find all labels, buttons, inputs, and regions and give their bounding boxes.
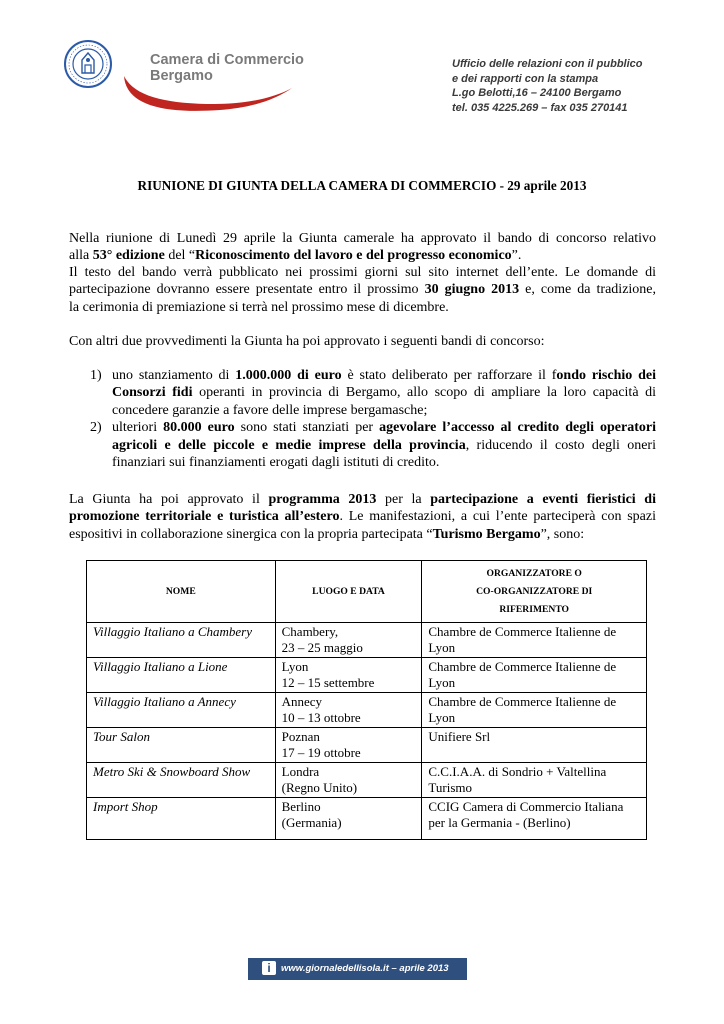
table-row: [87, 658, 647, 693]
event-date: (Regno Unito): [281, 780, 358, 795]
header-organizzatore: [422, 561, 647, 623]
header-line: RIFERIMENTO: [499, 603, 570, 615]
text-run: alla: [69, 248, 93, 264]
footer-banner[interactable]: [248, 958, 467, 980]
event-place-date: [275, 763, 422, 798]
text-bold: programma 2013: [268, 492, 377, 507]
organizer-line: Lyon: [428, 710, 456, 725]
text-bold: Turismo Bergamo: [432, 526, 541, 542]
event-organizer: [422, 658, 647, 693]
paragraph-deadline: [69, 264, 656, 316]
text-line: Il testo del bando verrà pubblicato nei prossimi giorni sul sito internet dell’ente. Le domande di: [69, 265, 656, 280]
event-name: Metro Ski & Snowboard Show: [87, 763, 276, 798]
list-number: 2): [90, 420, 102, 436]
organizer-line: CCIG Camera di Commercio Italiana: [428, 799, 624, 814]
text-bold: partecipazione a eventi fieristici di promozione territoriale e turistica all’estero: [69, 492, 656, 525]
text-run: ”, sono:: [540, 526, 585, 542]
text-run: del “: [164, 248, 196, 264]
event-place-date: [275, 623, 422, 658]
paragraph-programma: [69, 491, 656, 543]
text-run: e, come da tradizione,: [519, 282, 657, 298]
organizer-line: Lyon: [428, 675, 456, 690]
header-line: ORGANIZZATORE O: [486, 567, 582, 579]
event-place: Berlino: [281, 799, 321, 814]
logo-line1: Camera di Commercio: [150, 52, 304, 68]
event-organizer: [422, 623, 647, 658]
event-place: Poznan: [281, 729, 320, 744]
text-run: ulteriori: [112, 420, 164, 436]
text-run: è stato deliberato per rafforzare il f: [341, 368, 557, 383]
table-row: [87, 623, 647, 658]
event-date: 23 – 25 maggio: [281, 640, 363, 655]
event-place: Chambery,: [281, 624, 339, 639]
text-run: sono stati stanziati per: [234, 420, 380, 436]
text-run: , riducendo il costo degli oneri finanziari sui finanziamenti erogati dagli istituti di credito.: [112, 437, 656, 471]
list-number: 1): [90, 368, 102, 383]
organizer-line: Lyon: [428, 640, 456, 655]
office-address: L.go Belotti,16 – 24100 Bergamo: [452, 87, 622, 99]
text-run: . Le manifestazioni, a cui l’ente parteciperà con spazi espositivi in collaborazione sinergica con la propria partecipata “: [69, 509, 656, 542]
text-run: uno stanziamento di: [112, 368, 236, 383]
text-line: [69, 247, 656, 264]
event-place-date: [275, 658, 422, 693]
event-name: Import Shop: [87, 798, 276, 840]
event-name: Tour Salon: [87, 728, 276, 763]
event-place: Annecy: [281, 694, 323, 709]
event-date: 10 – 13 ottobre: [281, 710, 361, 725]
text-bold: 30 giugno 2013: [424, 282, 520, 298]
text-bold: 80.000 euro: [163, 420, 235, 436]
event-organizer: [422, 798, 647, 840]
paragraph-intro-list: [69, 333, 656, 350]
event-place: Londra: [281, 764, 320, 779]
text-run: La Giunta ha poi approvato il: [69, 492, 269, 507]
table-row: [87, 728, 647, 763]
chamber-logo: [62, 38, 302, 118]
office-line: Ufficio delle relazioni con il pubblico: [452, 58, 643, 70]
office-line: e dei rapporti con la stampa: [452, 72, 599, 85]
text-run: per la: [376, 492, 431, 507]
organizer-line: [428, 745, 640, 761]
organizer-line: Chambre de Commerce Italienne de: [428, 624, 617, 639]
funding-list: [69, 367, 656, 471]
table-header-row: [87, 561, 647, 623]
footer-link[interactable]: www.giornaledellisola.it – aprile 2013: [281, 963, 449, 974]
event-place-date: [275, 798, 422, 840]
text-bold: ondo rischio dei Consorzi fidi: [112, 368, 656, 401]
organizer-line: Unifiere Srl: [428, 729, 491, 744]
event-name: Villaggio Italiano a Lione: [87, 658, 276, 693]
event-date: (Germania): [281, 815, 342, 830]
organizer-line: Turismo: [428, 780, 472, 795]
paragraph-bando: [69, 230, 656, 265]
text-run: ”.: [511, 248, 522, 264]
text-line: [69, 281, 656, 298]
list-item: [69, 419, 656, 471]
office-phone: tel. 035 4225.269 – fax 035 270141: [452, 101, 628, 114]
text-bold: 53° edizione: [92, 248, 165, 264]
event-place-date: [275, 693, 422, 728]
text-run: partecipazione dovranno essere presentate entro il prossimo: [69, 282, 425, 298]
text-bold: Riconoscimento del lavoro e del progresso economico: [195, 248, 512, 264]
logo-swoosh-icon: [120, 70, 295, 118]
organizer-line: C.C.I.A.A. di Sondrio + Valtellina: [428, 764, 607, 779]
chamber-seal-icon: [62, 38, 114, 90]
header-line: CO-ORGANIZZATORE DI: [476, 585, 593, 597]
text-run: operanti in provincia di Bergamo, allo scopo di ampliare la loro capacità di concedere garanzie a favore delle imprese bergamasche;: [112, 385, 657, 418]
header-nome: NOME: [87, 561, 276, 623]
event-organizer: [422, 693, 647, 728]
events-table: [86, 560, 647, 840]
table-row: [87, 763, 647, 798]
event-organizer: [422, 728, 647, 763]
table-row: [87, 798, 647, 840]
organizer-line: Chambre de Commerce Italienne de: [428, 694, 617, 709]
event-name: Villaggio Italiano a Annecy: [87, 693, 276, 728]
text-line: la cerimonia di premiazione si terrà nel prossimo mese di dicembre.: [69, 299, 449, 315]
list-item: [69, 367, 656, 419]
organizer-line: Chambre de Commerce Italienne de: [428, 659, 617, 674]
organizer-line: per la Germania - (Berlino): [428, 815, 571, 830]
header-luogo-data: LUOGO E DATA: [275, 561, 422, 623]
text-bold: agevolare l’accesso al credito degli operatori agricoli e delle piccole e medie imprese della provincia: [112, 420, 657, 453]
logo-line2: Bergamo: [150, 68, 213, 84]
info-icon: i: [262, 961, 276, 975]
text-bold: 1.000.000 di euro: [235, 368, 342, 383]
event-date: 12 – 15 settembre: [281, 675, 375, 690]
event-place-date: [275, 728, 422, 763]
text-line: Con altri due provvedimenti la Giunta ha poi approvato i seguenti bandi di concorso:: [69, 334, 545, 349]
text-line: Nella riunione di Lunedì 29 aprile la Giunta camerale ha approvato il bando di concorso relativo: [69, 231, 656, 246]
event-name: Villaggio Italiano a Chambery: [87, 623, 276, 658]
event-place: Lyon: [281, 659, 309, 674]
office-contact: [452, 57, 643, 115]
event-date: 17 – 19 ottobre: [281, 745, 361, 760]
table-row: [87, 693, 647, 728]
document-title: RIUNIONE DI GIUNTA DELLA CAMERA DI COMMERCIO - 29 aprile 2013: [137, 178, 587, 193]
event-organizer: [422, 763, 647, 798]
